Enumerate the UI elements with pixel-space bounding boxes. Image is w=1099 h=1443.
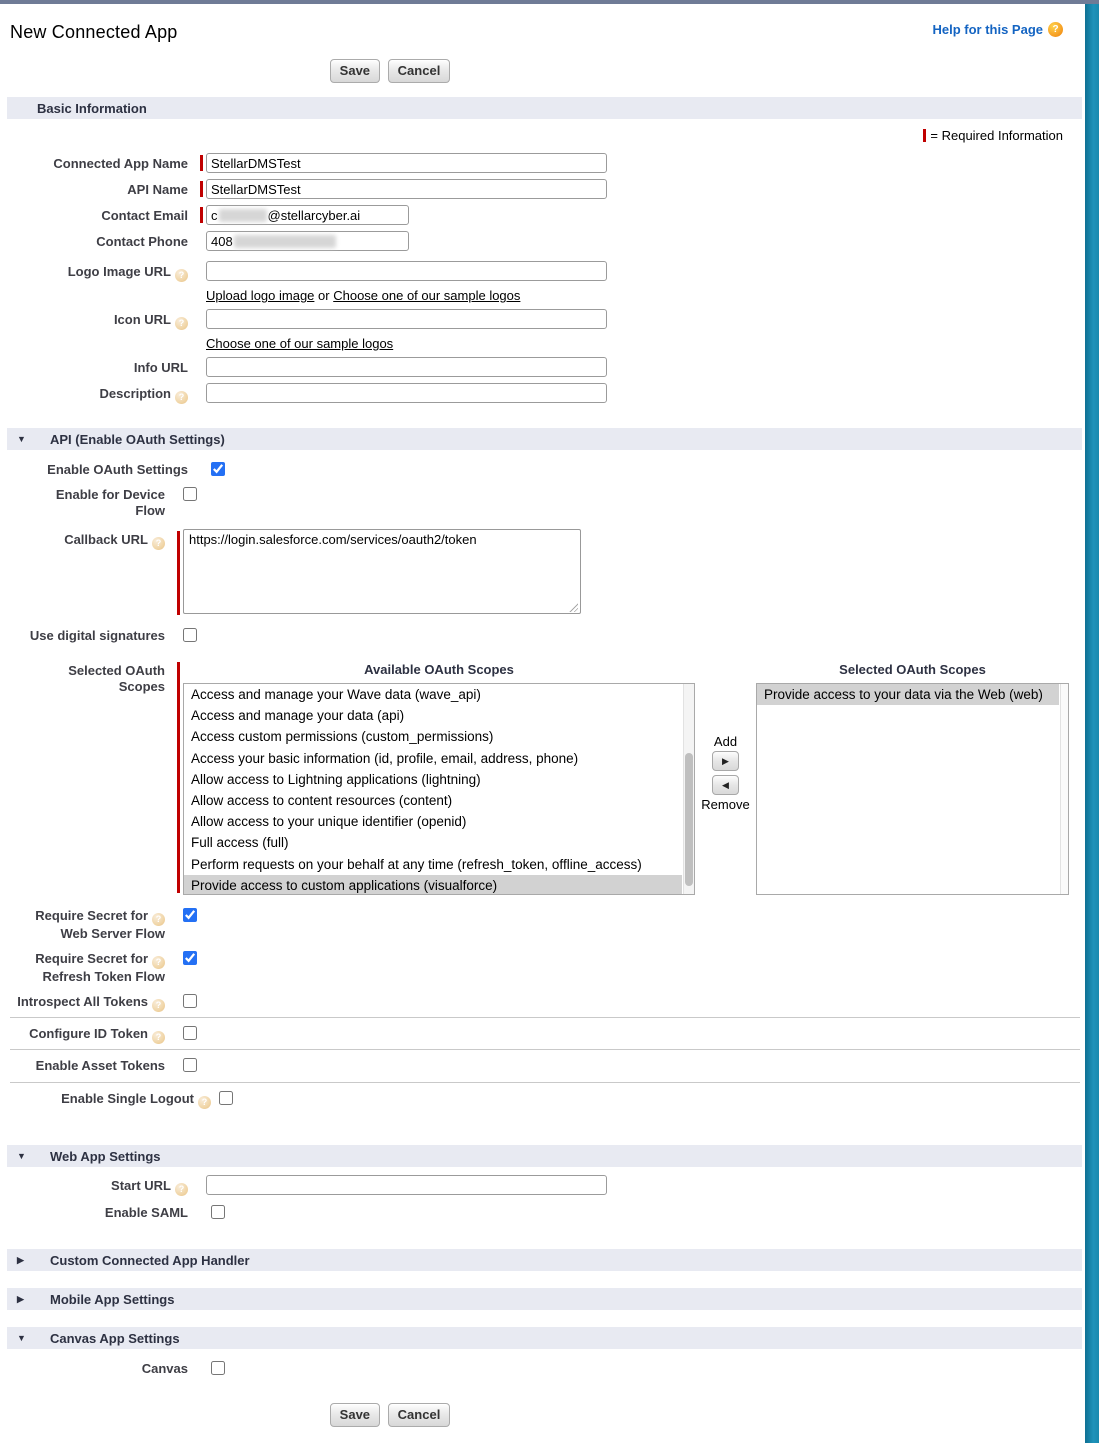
section-header-custom-connected-app-handler[interactable]: ▶ Custom Connected App Handler [7,1249,1082,1271]
scope-option[interactable]: Access and manage your data (api) [191,708,405,724]
api-name-input[interactable] [206,179,607,199]
help-orb-icon[interactable]: ? [152,913,165,926]
divider [10,1082,1080,1083]
contact-phone-field[interactable]: 408 [206,231,409,251]
save-button[interactable]: Save [330,59,380,83]
icon-sample-logos-link[interactable]: Choose one of our sample logos [206,336,394,351]
icon-url-label: Icon URL ? [0,309,188,330]
collapse-triangle-icon: ▼ [17,1333,26,1343]
divider [10,1049,1080,1050]
connected-app-name-label: Connected App Name [53,156,188,171]
digital-signatures-label: Use digital signatures [29,628,165,643]
description-label: Description ? [0,383,188,404]
section-header-basic-information: Basic Information [7,97,1082,119]
help-for-this-page[interactable] [932,22,1063,37]
selected-scopes-header: Selected OAuth Scopes [839,662,986,677]
enable-asset-tokens-label: Enable Asset Tokens [35,1058,165,1073]
enable-oauth-checkbox[interactable] [211,462,225,476]
callback-url-textarea[interactable] [183,529,581,614]
enable-oauth-label: Enable OAuth Settings [47,462,188,477]
icon-links-line [206,336,1085,351]
logo-image-url-label: Logo Image URL ? [0,261,188,282]
help-orb-icon[interactable]: ? [198,1096,211,1109]
help-orb-icon[interactable]: ? [175,269,188,282]
scope-option[interactable]: Provide access to custom applications (visualforce) [184,875,682,895]
add-button[interactable] [712,751,739,771]
help-orb-icon[interactable]: ? [152,537,165,550]
device-flow-label: Enable for Device Flow [55,487,165,518]
logo-image-url-input[interactable] [206,261,607,281]
device-flow-checkbox[interactable] [183,487,197,501]
configure-id-token-label: Configure ID Token ? [0,1023,165,1044]
required-information-legend: = Required Information [0,128,1063,143]
enable-saml-label: Enable SAML [104,1205,188,1220]
icon-url-input[interactable] [206,309,607,329]
section-header-canvas-app-settings[interactable]: ▼ Canvas App Settings [7,1327,1082,1349]
scrollbar-track[interactable] [683,684,694,894]
scope-option[interactable]: Access and manage your Wave data (wave_api) [191,687,481,702]
sample-logos-link[interactable]: Choose one of our sample logos [333,288,521,303]
new-connected-app-page [0,4,1085,1443]
info-url-input[interactable] [206,357,607,377]
required-marker [177,531,180,615]
required-marker [200,207,203,223]
require-secret-web-checkbox[interactable] [183,908,197,922]
help-orb-icon[interactable]: ? [152,999,165,1012]
help-icon[interactable]: ? [1048,22,1063,37]
scrollbar-thumb[interactable] [685,753,693,885]
contact-phone-label: Contact Phone [96,234,188,249]
scope-option[interactable]: Full access (full) [191,835,289,851]
help-orb-icon[interactable]: ? [152,1031,165,1044]
collapse-triangle-icon: ▼ [17,434,26,444]
scope-option[interactable]: Allow access to Lightning applications (lightning) [191,771,481,787]
help-orb-icon[interactable]: ? [175,391,188,404]
section-header-api-oauth[interactable]: ▼ API (Enable OAuth Settings) [7,428,1082,450]
available-scopes-listbox[interactable] [183,683,695,895]
configure-id-token-checkbox[interactable] [183,1026,197,1040]
remove-label: Remove [701,797,750,812]
page-title: New Connected App [10,22,178,42]
api-name-label: API Name [127,182,188,197]
digital-signatures-checkbox[interactable] [183,628,197,642]
cancel-button[interactable]: Cancel [388,59,451,83]
asset-tokens-checkbox[interactable] [183,1058,197,1072]
start-url-label: Start URL ? [0,1175,188,1196]
redacted-text [219,209,267,222]
logo-links-line: Upload logo image or Choose one of our sample logos [206,288,521,303]
enable-single-logout-label: Enable Single Logout ? [0,1088,211,1109]
connected-app-name-input[interactable] [206,153,607,173]
scope-option[interactable]: Perform requests on your behalf at any time (refresh_token, offline_access) [191,856,642,872]
scope-option[interactable]: Access custom permissions (custom_permissions) [191,729,494,745]
available-scopes-header: Available OAuth Scopes [364,662,514,677]
scope-option[interactable]: Allow access to your unique identifier (openid) [191,814,467,830]
require-secret-refresh-label: Require Secret for ? Refresh Token Flow [35,951,165,984]
section-header-mobile-app-settings[interactable]: ▶ Mobile App Settings [7,1288,1082,1310]
left-arrow-icon: ◀ [722,779,729,790]
canvas-label: Canvas [141,1361,188,1376]
divider [10,1017,1080,1018]
redacted-text [234,235,336,248]
contact-email-label: Contact Email [101,208,188,223]
scope-option[interactable]: Provide access to your data via the Web (web) [757,684,1059,705]
expand-triangle-icon: ▶ [17,1254,24,1265]
scrollbar-track[interactable] [1060,684,1068,894]
scope-option[interactable]: Allow access to content resources (content) [191,793,453,809]
right-background-strip [1085,4,1099,1443]
selected-oauth-scopes-label: Selected OAuth Scopes [68,663,165,694]
start-url-input[interactable] [206,1175,607,1195]
right-arrow-icon: ▶ [722,755,729,766]
upload-logo-link[interactable]: Upload logo image [206,288,315,303]
required-marker [200,155,203,171]
help-orb-icon[interactable]: ? [175,317,188,330]
save-button[interactable]: Save [330,1403,380,1427]
callback-url-label: Callback URL ? [0,529,165,550]
description-input[interactable] [206,383,607,403]
required-marker [200,181,203,197]
add-label: Add [713,734,738,749]
introspect-tokens-checkbox[interactable] [183,994,197,1008]
required-marker [923,129,926,142]
collapse-triangle-icon: ▼ [17,1151,26,1161]
remove-button[interactable] [712,775,739,795]
cancel-button[interactable]: Cancel [388,1403,451,1427]
help-orb-icon[interactable]: ? [175,1183,188,1196]
info-url-label: Info URL [133,360,188,375]
canvas-checkbox[interactable] [211,1361,225,1375]
required-marker [177,662,180,893]
single-logout-checkbox[interactable] [219,1091,233,1105]
contact-email-field[interactable]: c @stellarcyber.ai [206,205,409,225]
enable-saml-checkbox[interactable] [211,1205,225,1219]
selected-scopes-listbox[interactable] [756,683,1069,895]
require-secret-refresh-checkbox[interactable] [183,951,197,965]
help-for-this-page-link[interactable]: Help for this Page [932,22,1043,37]
require-secret-web-label: Require Secret for ? Web Server Flow [35,908,165,941]
expand-triangle-icon: ▶ [17,1293,24,1304]
introspect-tokens-label: Introspect All Tokens ? [0,991,165,1012]
help-orb-icon[interactable]: ? [152,956,165,969]
scope-option[interactable]: Access your basic information (id, profile, email, address, phone) [191,750,579,766]
section-header-web-app-settings[interactable]: ▼ Web App Settings [7,1145,1082,1167]
